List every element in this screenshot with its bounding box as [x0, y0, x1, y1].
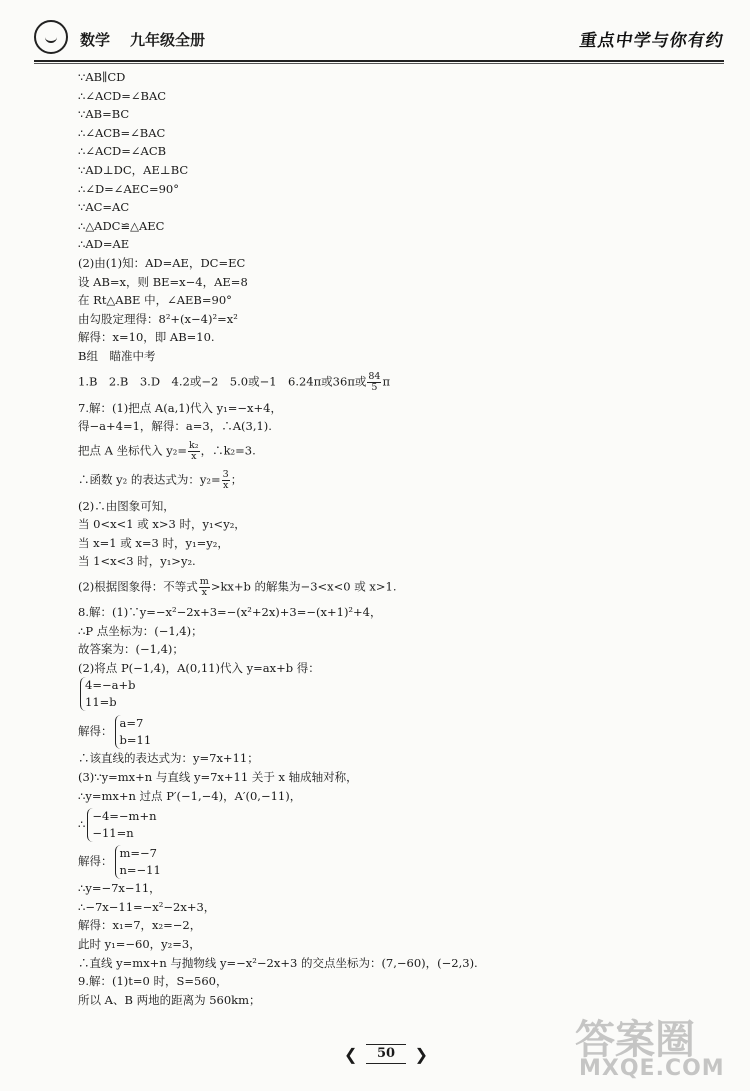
text-line: 解得：x=10，即 AB=10.: [78, 330, 215, 345]
watermark-url: MXQE.COM: [579, 1056, 725, 1081]
fraction: $\frac{84}{5}$: [368, 370, 381, 393]
q7-line: 当 1<x<3 时，y₁>y₂.: [78, 554, 196, 569]
header-divider-thin: [34, 63, 724, 64]
q8-line: ∴−7x−11=−x²−2x+3，: [78, 899, 216, 914]
q8-line: 故答案为：(−1,4)；: [78, 642, 184, 657]
page-number-badge: [340, 1041, 432, 1067]
choice-answers: 1.B 2.B 3.D 4.2或−2 5.0或−1 6.24π或36π或 $\frac{84}{5}$ π: [78, 370, 391, 393]
answer-content: [78, 68, 718, 1009]
fraction: $\frac{3}{x}$: [222, 468, 229, 491]
q8-line: ∴ −4=−m+n −11=n: [78, 809, 157, 841]
q7-line: 把点 A 坐标代入 y₂= $\frac{\text{k₂}}{x}$ ，∴k₂=3.: [78, 439, 256, 462]
q8-line: ∴该直线的表达式为：y=7x+11；: [78, 751, 259, 766]
text-line: (2)由(1)知：AD=AE，DC=EC: [78, 255, 246, 270]
page-number: 50: [366, 1044, 406, 1064]
q7-line: 得−a+4=1，解得：a=3，∴A(3,1).: [78, 419, 272, 434]
brand-title: 重点中学与你有约: [578, 31, 726, 51]
equation-system: 4=−a+b 11=b: [78, 677, 718, 711]
q8-line: ∴P 点坐标为：(−1,4)；: [78, 623, 203, 638]
q8-line: (2)将点 P(−1,4)，A(0,11)代入 y=ax+b 得：: [78, 660, 320, 675]
q8-line: ∴y=mx+n 过点 P′(−1,−4)，A′(0,−11)，: [78, 788, 302, 803]
q8-line: ∴直线 y=mx+n 与抛物线 y=−x²−2x+3 的交点坐标为：(7,−60)，(−2,3).: [78, 955, 478, 970]
scroll-left-ornament-icon: ❮: [344, 1045, 358, 1064]
q7-line: (2)根据图象得：不等式 $\frac{m}{x}$ >kx+b 的解集为−3<x<0 或 x>1.: [78, 576, 397, 599]
q8-line: (3)∵y=mx+n 与直线 y=7x+11 关于 x 轴成轴对称，: [78, 770, 358, 785]
text-line: ∴∠ACB=∠BAC: [78, 125, 166, 140]
text-line: ∵AC=AC: [78, 200, 130, 215]
grade-label: 九年级全册: [130, 31, 206, 49]
q7-line: ∴函数 y₂ 的表达式为：y₂= $\frac{3}{x}$ ；: [78, 468, 243, 491]
q8-line: 解得： a=7 b=11: [78, 716, 152, 748]
text-line: ∵AB=BC: [78, 107, 130, 122]
q8-line: ∴y=−7x−11，: [78, 881, 161, 896]
school-logo-icon: [34, 20, 68, 54]
q9-line: 9.解：(1)t=0 时，S=560，: [78, 974, 228, 989]
q7-line: 当 0<x<1 或 x>3 时，y₁<y₂，: [78, 517, 246, 532]
text-line: ∴∠ACD=∠ACB: [78, 144, 167, 159]
header-divider: [34, 60, 724, 62]
watermark: [575, 1008, 745, 1088]
page-header: [34, 20, 724, 60]
text-line: ∴∠ACD=∠BAC: [78, 88, 167, 103]
scroll-right-ornament-icon: ❯: [414, 1045, 428, 1064]
text-line: ∵AD⊥DC，AE⊥BC: [78, 162, 189, 177]
q7-line: (2)∴由图象可知，: [78, 498, 175, 513]
text-line: 在 Rt△ABE 中，∠AEB=90°: [78, 293, 232, 308]
text-line: ∴AD=AE: [78, 237, 130, 252]
text-line: ∴∠D=∠AEC=90°: [78, 181, 179, 196]
text-line: ∴△ADC≌△AEC: [78, 218, 165, 233]
q7-line: 当 x=1 或 x=3 时，y₁=y₂，: [78, 535, 229, 550]
section-heading: B组 瞄准中考: [78, 348, 156, 363]
watermark-logo: 答案圈: [575, 1017, 695, 1063]
text-line: 设 AB=x，则 BE=x−4，AE=8: [78, 274, 248, 289]
fraction: $\frac{m}{x}$: [199, 576, 209, 599]
q8-line: 8.解：(1)∵y=−x²−2x+3=−(x²+2x)+3=−(x+1)²+4，: [78, 605, 382, 620]
q8-line: 解得：x₁=7，x₂=−2，: [78, 918, 202, 933]
subject-label: 数学: [80, 31, 111, 49]
q9-line: 所以 A、B 两地的距离为 560km；: [78, 992, 261, 1007]
text-line: ∵AB∥CD: [78, 70, 126, 84]
text-line: 由勾股定理得：8²+(x−4)²=x²: [78, 311, 238, 326]
q7-line: 7.解：(1)把点 A(a,1)代入 y₁=−x+4，: [78, 400, 282, 415]
q8-line: 解得： m=−7 n=−11: [78, 846, 161, 878]
fraction: $\frac{\text{k₂}}{x}$: [189, 439, 199, 462]
q8-line: 此时 y₁=−60，y₂=3，: [78, 937, 201, 951]
